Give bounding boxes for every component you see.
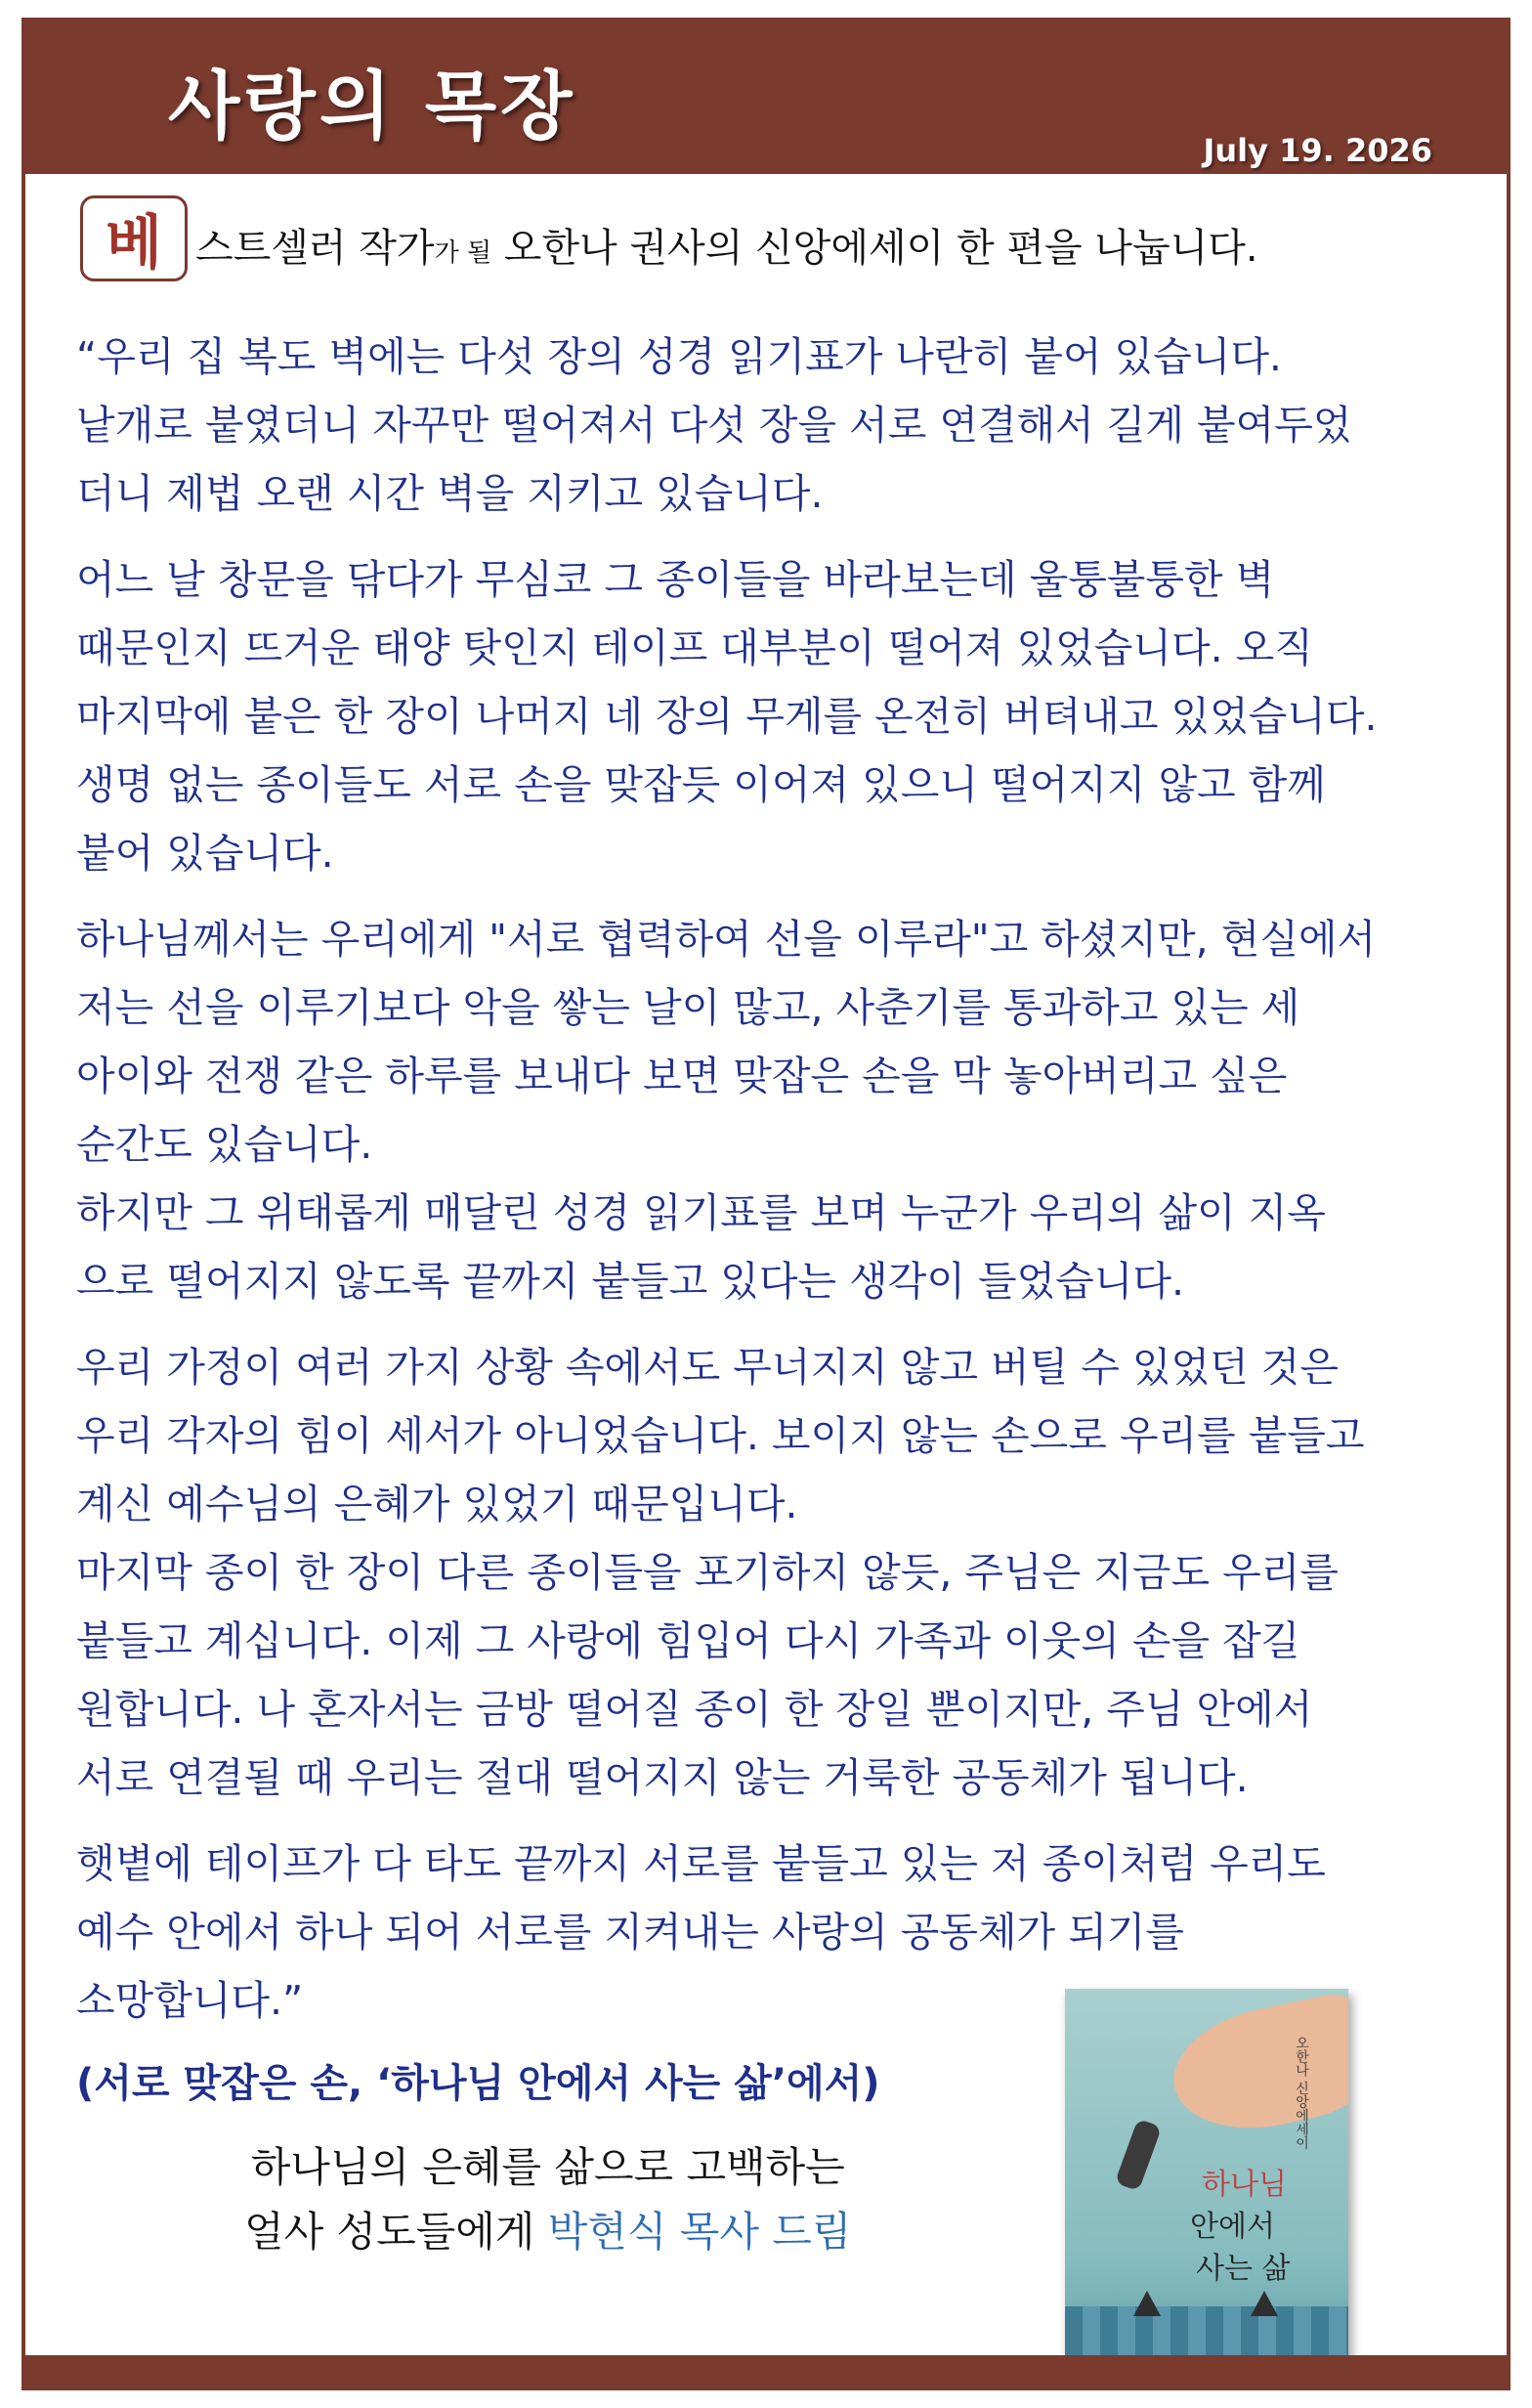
intro-line bbox=[80, 195, 1487, 289]
intro-text bbox=[195, 217, 1258, 273]
essay-line: 으로 떨어지지 않도록 끝까지 붙들고 있다는 생각이 들었습니다. bbox=[76, 1258, 1185, 1305]
intro-text-b: 오한나 권사의 신앙에세이 한 편을 나눕니다. bbox=[491, 226, 1258, 271]
essay-line: 서로 연결될 때 우리는 절대 떨어지지 않는 거룩한 공동체가 됩니다. bbox=[76, 1754, 1249, 1801]
essay-line: 하지만 그 위태롭게 매달린 성경 읽기표를 보며 누군가 우리의 삶이 지옥 bbox=[76, 1189, 1326, 1236]
hand-illustration bbox=[1163, 1990, 1348, 2145]
essay-paragraph-4 bbox=[76, 1333, 1495, 1812]
essay-line: 낱개로 붙였더니 자꾸만 떨어져서 다섯 장을 서로 연결해서 길게 붙여두었 bbox=[76, 402, 1352, 449]
essay-line: 원합니다. 나 혼자서는 금방 떨어질 종이 한 장일 뿐이지만, 주님 안에서 bbox=[76, 1686, 1313, 1733]
closing-block bbox=[244, 2135, 851, 2264]
issue-date: July 19. 2026 bbox=[1203, 132, 1432, 169]
closing-recipients: 얼사 성도들에게 bbox=[244, 2208, 548, 2256]
page-title: 사랑의 목장 bbox=[168, 63, 576, 150]
shark-fin-icon bbox=[1251, 2291, 1278, 2316]
closing-line-1: 하나님의 은혜를 삶으로 고백하는 bbox=[250, 2143, 845, 2191]
book-title-line-2: 안에서 bbox=[1190, 2210, 1275, 2244]
essay-line: 저는 선을 이루기보다 악을 쌓는 날이 많고, 사춘기를 통과하고 있는 세 bbox=[76, 984, 1300, 1031]
essay-line: 순간도 있습니다. bbox=[76, 1121, 373, 1168]
dropcap-box bbox=[80, 195, 188, 281]
source-citation: (서로 맞잡은 손, ‘하나님 안에서 사는 삶’에서) bbox=[76, 2061, 880, 2106]
essay-line: 소망합니다.” bbox=[76, 1977, 304, 2024]
essay-paragraph-1 bbox=[76, 322, 1495, 528]
essay-body bbox=[76, 322, 1495, 2052]
essay-line: 붙어 있습니다. bbox=[76, 830, 334, 877]
book-cover-image bbox=[1065, 1989, 1348, 2375]
essay-line: 우리 각자의 힘이 세서가 아니었습니다. 보이지 않는 손으로 우리를 붙들고 bbox=[76, 1412, 1365, 1459]
essay-line: 예수 안에서 하나 되어 서로를 지켜내는 사랑의 공동체가 되기를 bbox=[76, 1909, 1185, 1956]
essay-line: 때문인지 뜨거운 태양 탓인지 테이프 대부분이 떨어져 있었습니다. 오직 bbox=[76, 624, 1313, 671]
essay-line: 우리 가정이 여러 가지 상황 속에서도 무너지지 않고 버틸 수 있었던 것은 bbox=[76, 1344, 1339, 1391]
book-title-line-1: 하나님 bbox=[1202, 2168, 1287, 2202]
essay-line: 마지막 종이 한 장이 다른 종이들을 포기하지 않듯, 주님은 지금도 우리를 bbox=[76, 1549, 1339, 1596]
figure-illustration bbox=[1115, 2119, 1162, 2192]
essay-line: 하나님께서는 우리에게 "서로 협력하여 선을 이루라"고 하셨지만, 현실에서 bbox=[76, 916, 1377, 963]
closing-line-2 bbox=[244, 2200, 851, 2264]
essay-paragraph-3 bbox=[76, 905, 1495, 1315]
essay-paragraph-2 bbox=[76, 545, 1495, 887]
book-title-line-3: 사는 삶 bbox=[1196, 2252, 1291, 2286]
essay-line: 더니 제법 오랜 시간 벽을 지키고 있습니다. bbox=[76, 470, 824, 517]
dropcap: 베 bbox=[106, 209, 162, 278]
essay-line: 붙들고 계십니다. 이제 그 사랑에 힘입어 다시 가족과 이웃의 손을 잡길 bbox=[76, 1617, 1300, 1664]
essay-line: 마지막에 붙은 한 장이 나머지 네 장의 무게를 온전히 버텨내고 있었습니다. bbox=[76, 693, 1378, 740]
signature: 박현식 목사 드림 bbox=[547, 2208, 852, 2256]
footer-bar bbox=[21, 2355, 1511, 2390]
intro-text-small: 가 될 bbox=[434, 238, 492, 268]
essay-line: 계신 예수님의 은혜가 있었기 때문입니다. bbox=[76, 1481, 798, 1527]
shark-fin-icon bbox=[1133, 2291, 1161, 2316]
intro-text-a: 스트셀러 작가 bbox=[195, 226, 435, 271]
essay-line: 어느 날 창문을 닦다가 무심코 그 종이들을 바라보는데 울퉁불퉁한 벽 bbox=[76, 556, 1275, 603]
essay-line: “우리 집 복도 벽에는 다섯 장의 성경 읽기표가 나란히 붙어 있습니다. bbox=[76, 333, 1282, 380]
essay-line: 생명 없는 종이들도 서로 손을 맞잡듯 이어져 있으니 떨어지지 않고 함께 bbox=[76, 761, 1326, 808]
essay-line: 아이와 전쟁 같은 하루를 보내다 보면 맞잡은 손을 막 놓아버리고 싶은 bbox=[76, 1053, 1288, 1099]
essay-line: 햇볕에 테이프가 다 타도 끝까지 서로를 붙들고 있는 저 종이처럼 우리도 bbox=[76, 1840, 1326, 1887]
book-series-label: 오한나 신앙에세이 bbox=[1294, 2036, 1309, 2150]
